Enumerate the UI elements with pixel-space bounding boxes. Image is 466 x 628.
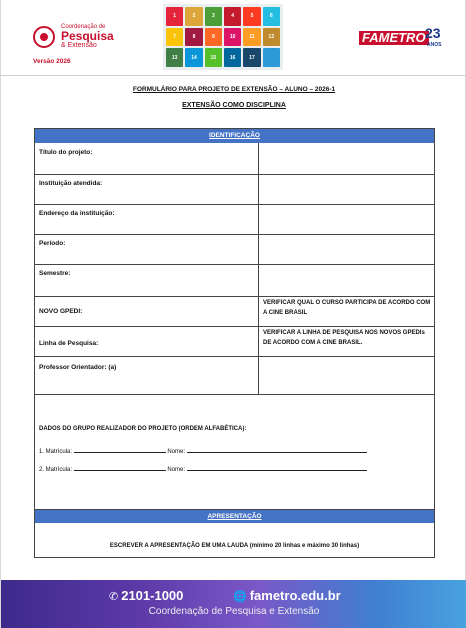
logo-line1: Coordenação de: [61, 24, 106, 30]
form-subtitle: EXTENSÃO COMO DISCIPLINA: [182, 102, 286, 109]
globe-icon: 🌐: [233, 591, 247, 603]
sdg-goal-tile: 6: [263, 7, 280, 26]
sdg-goal-tile: 14: [185, 48, 202, 67]
form-title: FORMULÁRIO PARA PROJETO DE EXTENSÃO – ALUNO – 2026-1: [132, 86, 336, 93]
input-periodo[interactable]: [259, 235, 434, 264]
logo-line3: & Extensão: [61, 42, 97, 49]
label-linha: Linha de Pesquisa:: [39, 340, 99, 347]
row-instituicao: [35, 175, 434, 205]
sdg-goal-tile: 3: [205, 7, 222, 26]
label-professor: Professor Orientador: (a): [39, 364, 117, 371]
research-logo-icon: [33, 26, 55, 48]
label-endereco: Endereço da instituição:: [39, 210, 115, 217]
input-professor[interactable]: [259, 357, 434, 394]
sdg-goal-tile: 17: [243, 48, 260, 67]
sdg-goal-tile: 8: [185, 28, 202, 47]
anniversary-number: 23: [425, 25, 441, 41]
presentation-header: APRESENTAÇÃO: [35, 509, 434, 523]
page-header: [1, 0, 466, 74]
header-divider: [1, 75, 466, 76]
sdg-goals-banner: [163, 4, 283, 70]
sdg-goal-tile: 5: [243, 7, 260, 26]
label-semestre: Semestre:: [39, 270, 71, 277]
label-instituicao: Instituição atendida:: [39, 180, 103, 187]
member-2-matricula-field[interactable]: [74, 465, 166, 471]
row-linha: [35, 327, 434, 357]
member-2-matricula-label: 2. Matrícula:: [39, 467, 73, 473]
input-gpedi[interactable]: [259, 297, 434, 326]
sdg-goal-tile: 2: [185, 7, 202, 26]
fametro-wordmark: FAMETRO: [359, 31, 429, 45]
row-periodo: [35, 235, 434, 265]
member-1-name-label: Nome:: [167, 449, 186, 455]
identification-header: IDENTIFICAÇÃO: [35, 129, 434, 143]
fametro-logo: [359, 25, 449, 52]
row-titulo: [35, 143, 434, 175]
sdg-goal-tile: 15: [205, 48, 222, 67]
label-periodo: Período:: [39, 240, 66, 247]
row-professor: [35, 357, 434, 395]
sdg-goal-tile: 4: [224, 7, 241, 26]
label-gpedi: NOVO GPEDI:: [39, 308, 83, 315]
input-linha[interactable]: [259, 327, 434, 356]
version-label: Versão 2026: [33, 58, 71, 65]
sdg-goal-tile: 12: [263, 28, 280, 47]
phone-icon: ✆: [109, 591, 119, 603]
label-titulo: Título do projeto:: [39, 149, 93, 156]
sdg-goal-tile: 9: [205, 28, 222, 47]
page-footer: [1, 580, 466, 628]
member-1-name-field[interactable]: [187, 447, 367, 453]
member-2-name-label: Nome:: [167, 467, 186, 473]
input-endereco[interactable]: [259, 205, 434, 234]
sdg-goal-tile: 7: [166, 28, 183, 47]
project-form: [34, 128, 435, 558]
input-semestre[interactable]: [259, 265, 434, 296]
group-data-title: DADOS DO GRUPO REALIZADOR DO PROJETO (ORDEM ALFABÉTICA):: [39, 426, 247, 432]
member-line-1: [39, 447, 367, 455]
sdg-goal-tile: 16: [224, 48, 241, 67]
footer-phone: [109, 588, 183, 603]
member-2-name-field[interactable]: [187, 465, 367, 471]
linha-note: VERIFICAR A LINHA DE PESQUISA NOS NOVOS GPEDIs DE ACORDO COM A CINE BRASIL.: [263, 330, 425, 346]
sdg-goal-tile: [263, 48, 280, 67]
anniversary-label: ANOS: [427, 42, 442, 48]
research-extension-logo: [25, 22, 125, 54]
sdg-goal-tile: 13: [166, 48, 183, 67]
footer-website[interactable]: [233, 588, 341, 603]
website-url[interactable]: fametro.edu.br: [249, 588, 341, 603]
sdg-goal-tile: 1: [166, 7, 183, 26]
member-1-matricula-field[interactable]: [74, 447, 166, 453]
phone-number: 2101-1000: [121, 588, 184, 603]
gpedi-note: VERIFICAR QUAL O CURSO PARTICIPA DE ACORDO COM A CINE BRASIL: [263, 300, 431, 316]
input-instituicao[interactable]: [259, 175, 434, 204]
member-1-matricula-label: 1. Matrícula:: [39, 449, 73, 455]
logo-line2: Pesquisa: [61, 29, 114, 43]
row-semestre: [35, 265, 434, 297]
presentation-instructions: ESCREVER A APRESENTAÇÃO EM UMA LAUDA (mínimo 20 linhas e máximo 30 linhas): [109, 543, 360, 549]
input-titulo[interactable]: [259, 143, 434, 174]
member-line-2: [39, 465, 367, 473]
footer-coordination: Coordenação de Pesquisa e Extensão: [148, 606, 320, 617]
sdg-goal-tile: 10: [224, 28, 241, 47]
row-gpedi: [35, 297, 434, 327]
sdg-goal-tile: 11: [243, 28, 260, 47]
row-endereco: [35, 205, 434, 235]
